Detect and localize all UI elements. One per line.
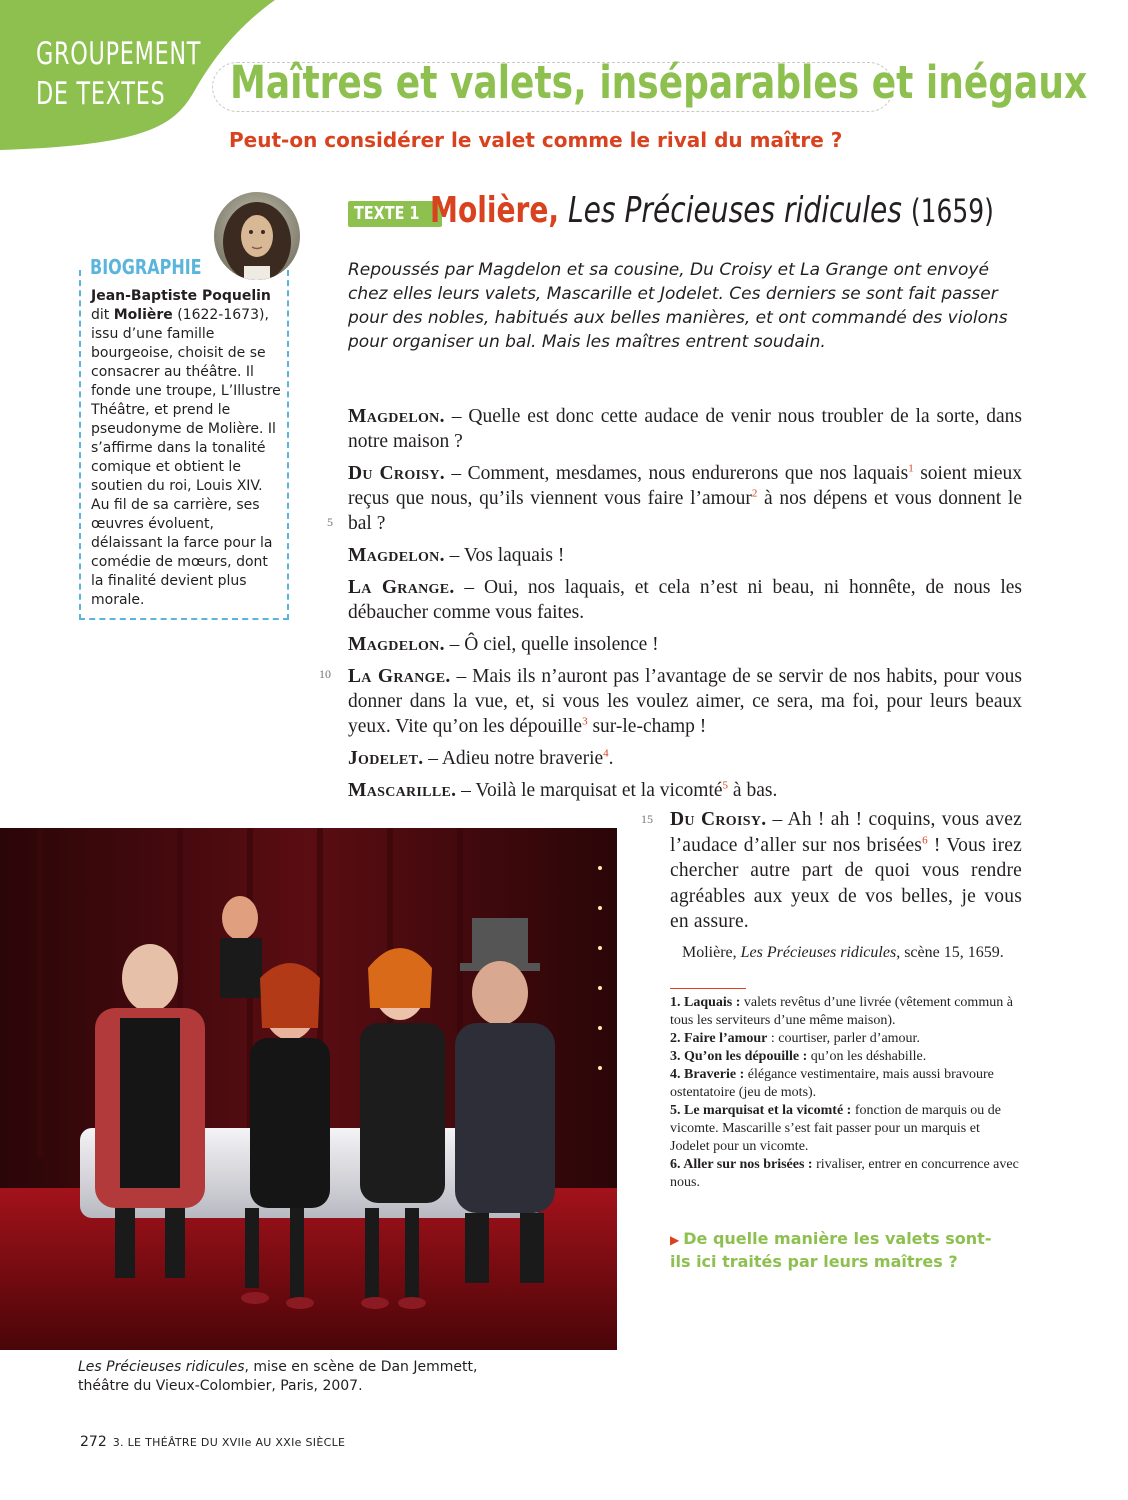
dialogue-line: Magdelon. – Ô ciel, quelle insolence ! <box>348 634 659 655</box>
stage-photo <box>0 828 617 1350</box>
footnote: 3. Qu’on les dépouille : qu’on les déshabille. <box>670 1049 927 1064</box>
text-number-badge: TEXTE 1 <box>348 201 442 227</box>
group-label: GROUPEMENT DE TEXTES <box>36 36 202 112</box>
text-author: Molière, <box>430 190 560 231</box>
dialogue-line: La Grange. – Mais ils n’auront pas l’avantage de se servir de nos habits, pour vous donner dans la vue, et, si vous les voulez aimer, ce sera, ma foi, pour leurs beaux yeux. Vite qu’on les dépouille$^3$ sur-le-champ ! <box>348 666 1022 737</box>
triangle-bullet-icon: ▶ <box>670 1233 680 1247</box>
dialogue-line: Du Croisy. – Ah ! ah ! coquins, vous avez l’audace d’aller sur nos brisées$^6$ ! Vous irez chercher autre part de quoi vous rendre agréables aux yeux de vos belles, je vous en assure. <box>670 809 1022 932</box>
play-excerpt <box>348 404 1022 810</box>
study-question: ▶ De quelle manière les valets sont-ils ici traités par leurs maîtres ? <box>670 1229 992 1271</box>
text-heading <box>430 190 994 231</box>
speaker-name: Magdelon. <box>348 634 445 655</box>
speaker-name: La Grange. <box>348 666 451 687</box>
speaker-name: Du Croisy. <box>348 463 445 484</box>
dialogue-line: Mascarille. – Voilà le marquisat et la vicomté$^5$ à bas. <box>348 779 778 801</box>
dialogue-line: Jodelet. – Adieu notre braverie$^4$. <box>348 747 614 769</box>
photo-caption: Les Précieuses ridicules, mise en scène de Dan Jemmett, théâtre du Vieux-Colombier, Paris, 2007. <box>78 1359 478 1394</box>
chapter-title: 3. LE THÉÂTRE DU XVIIe AU XXIe SIÈCLE <box>112 1436 346 1449</box>
speaker-name: Jodelet. <box>348 748 424 769</box>
dialogue-line: Magdelon. – Vos laquais ! <box>348 545 565 566</box>
line-number: 15 <box>641 812 653 826</box>
speaker-name: La Grange. <box>348 577 455 598</box>
dialogue-line: Magdelon. – Quelle est donc cette audace de venir nous troubler de la sorte, dans notre maison ? <box>348 406 1022 452</box>
footnote-ref: 1 <box>908 462 914 475</box>
footnote: 1. Laquais : valets revêtus d’une livrée (vêtement commun à tous les serviteurs d’une même maison). <box>670 995 1013 1028</box>
footnote-ref: 6 <box>922 834 928 846</box>
text-work-title: Les Précieuses ridicules <box>568 190 902 231</box>
biography-text: Jean-Baptiste Poquelin dit Molière (1622-1673), issu d’une famille bourgeoise, choisit de se consacrer au théâtre. Il fonde une troupe, L’Illustre Théâtre, et prend le pseudonyme de Molière. Il s’affirme dans la tonalité comique et obtient le soutien du roi, Louis XIV. Au fil de sa carrière, ses œuvres évoluent, délaissant la farce pour la comédie de mœurs, dont la finalité devient plus morale. <box>91 288 281 608</box>
text-year: (1659) <box>910 192 994 230</box>
footnote-divider <box>670 988 746 989</box>
line-number: 10 <box>319 667 331 681</box>
page-title: Maîtres et valets, inséparables et inégaux <box>230 56 1088 109</box>
page-number: 272 <box>80 1434 107 1450</box>
page-footer <box>80 1434 345 1450</box>
speaker-name: Magdelon. <box>348 406 445 427</box>
footnote: 4. Braverie : élégance vestimentaire, mais aussi bravoure ostentatoire (jeu de mots). <box>670 1067 994 1100</box>
biography-title: BIOGRAPHIE <box>90 255 202 279</box>
text-introduction: Repoussés par Magdelon et sa cousine, Du Croisy et La Grange ont envoyé chez elles leurs valets, Mascarille et Jodelet. Ces derniers se sont fait passer pour des nobles, habitués aux belles manières, et ont commandé des violons pour organiser un bal. Mais les maîtres entrent soudain. <box>348 260 1008 352</box>
speaker-name: Magdelon. <box>348 545 445 566</box>
speaker-name: Du Croisy. <box>670 809 767 830</box>
guiding-question: Peut-on considérer le valet comme le rival du maître ? <box>229 128 843 152</box>
source-citation: Molière, Les Précieuses ridicules, scène 15, 1659. <box>682 944 1004 961</box>
line-number: 5 <box>327 515 333 529</box>
footnote-ref: 2 <box>751 487 758 500</box>
footnote: 6. Aller sur nos brisées : rivaliser, entrer en concurrence avec nous. <box>670 1157 1019 1190</box>
footnote: 5. Le marquisat et la vicomté : fonction de marquis ou de vicomte. Mascarille s’est fait passer pour un marquis et Jodelet pour un vicomte. <box>670 1103 1002 1154</box>
speaker-name: Mascarille. <box>348 780 457 801</box>
play-excerpt-continued <box>670 807 1022 935</box>
footnote: 2. Faire l’amour : courtiser, parler d’amour. <box>670 1031 920 1046</box>
footnote-ref: 3 <box>582 715 588 728</box>
moliere-portrait <box>214 192 300 280</box>
dialogue-line: La Grange. – Oui, nos laquais, et cela n’est ni beau, ni honnête, de nous les débaucher comme vous faites. <box>348 577 1023 623</box>
footnotes <box>670 994 1020 1192</box>
dialogue-line: Du Croisy. – Comment, mesdames, nous endurerons que nos laquais$^1$ soient mieux reçus que nous, qu’ils viennent vous faire l’amour$^2$ à nos dépens et vous donnent le bal ? <box>348 462 1022 534</box>
footnote-ref: 5 <box>722 779 729 792</box>
footnote-ref: 4 <box>603 747 609 760</box>
